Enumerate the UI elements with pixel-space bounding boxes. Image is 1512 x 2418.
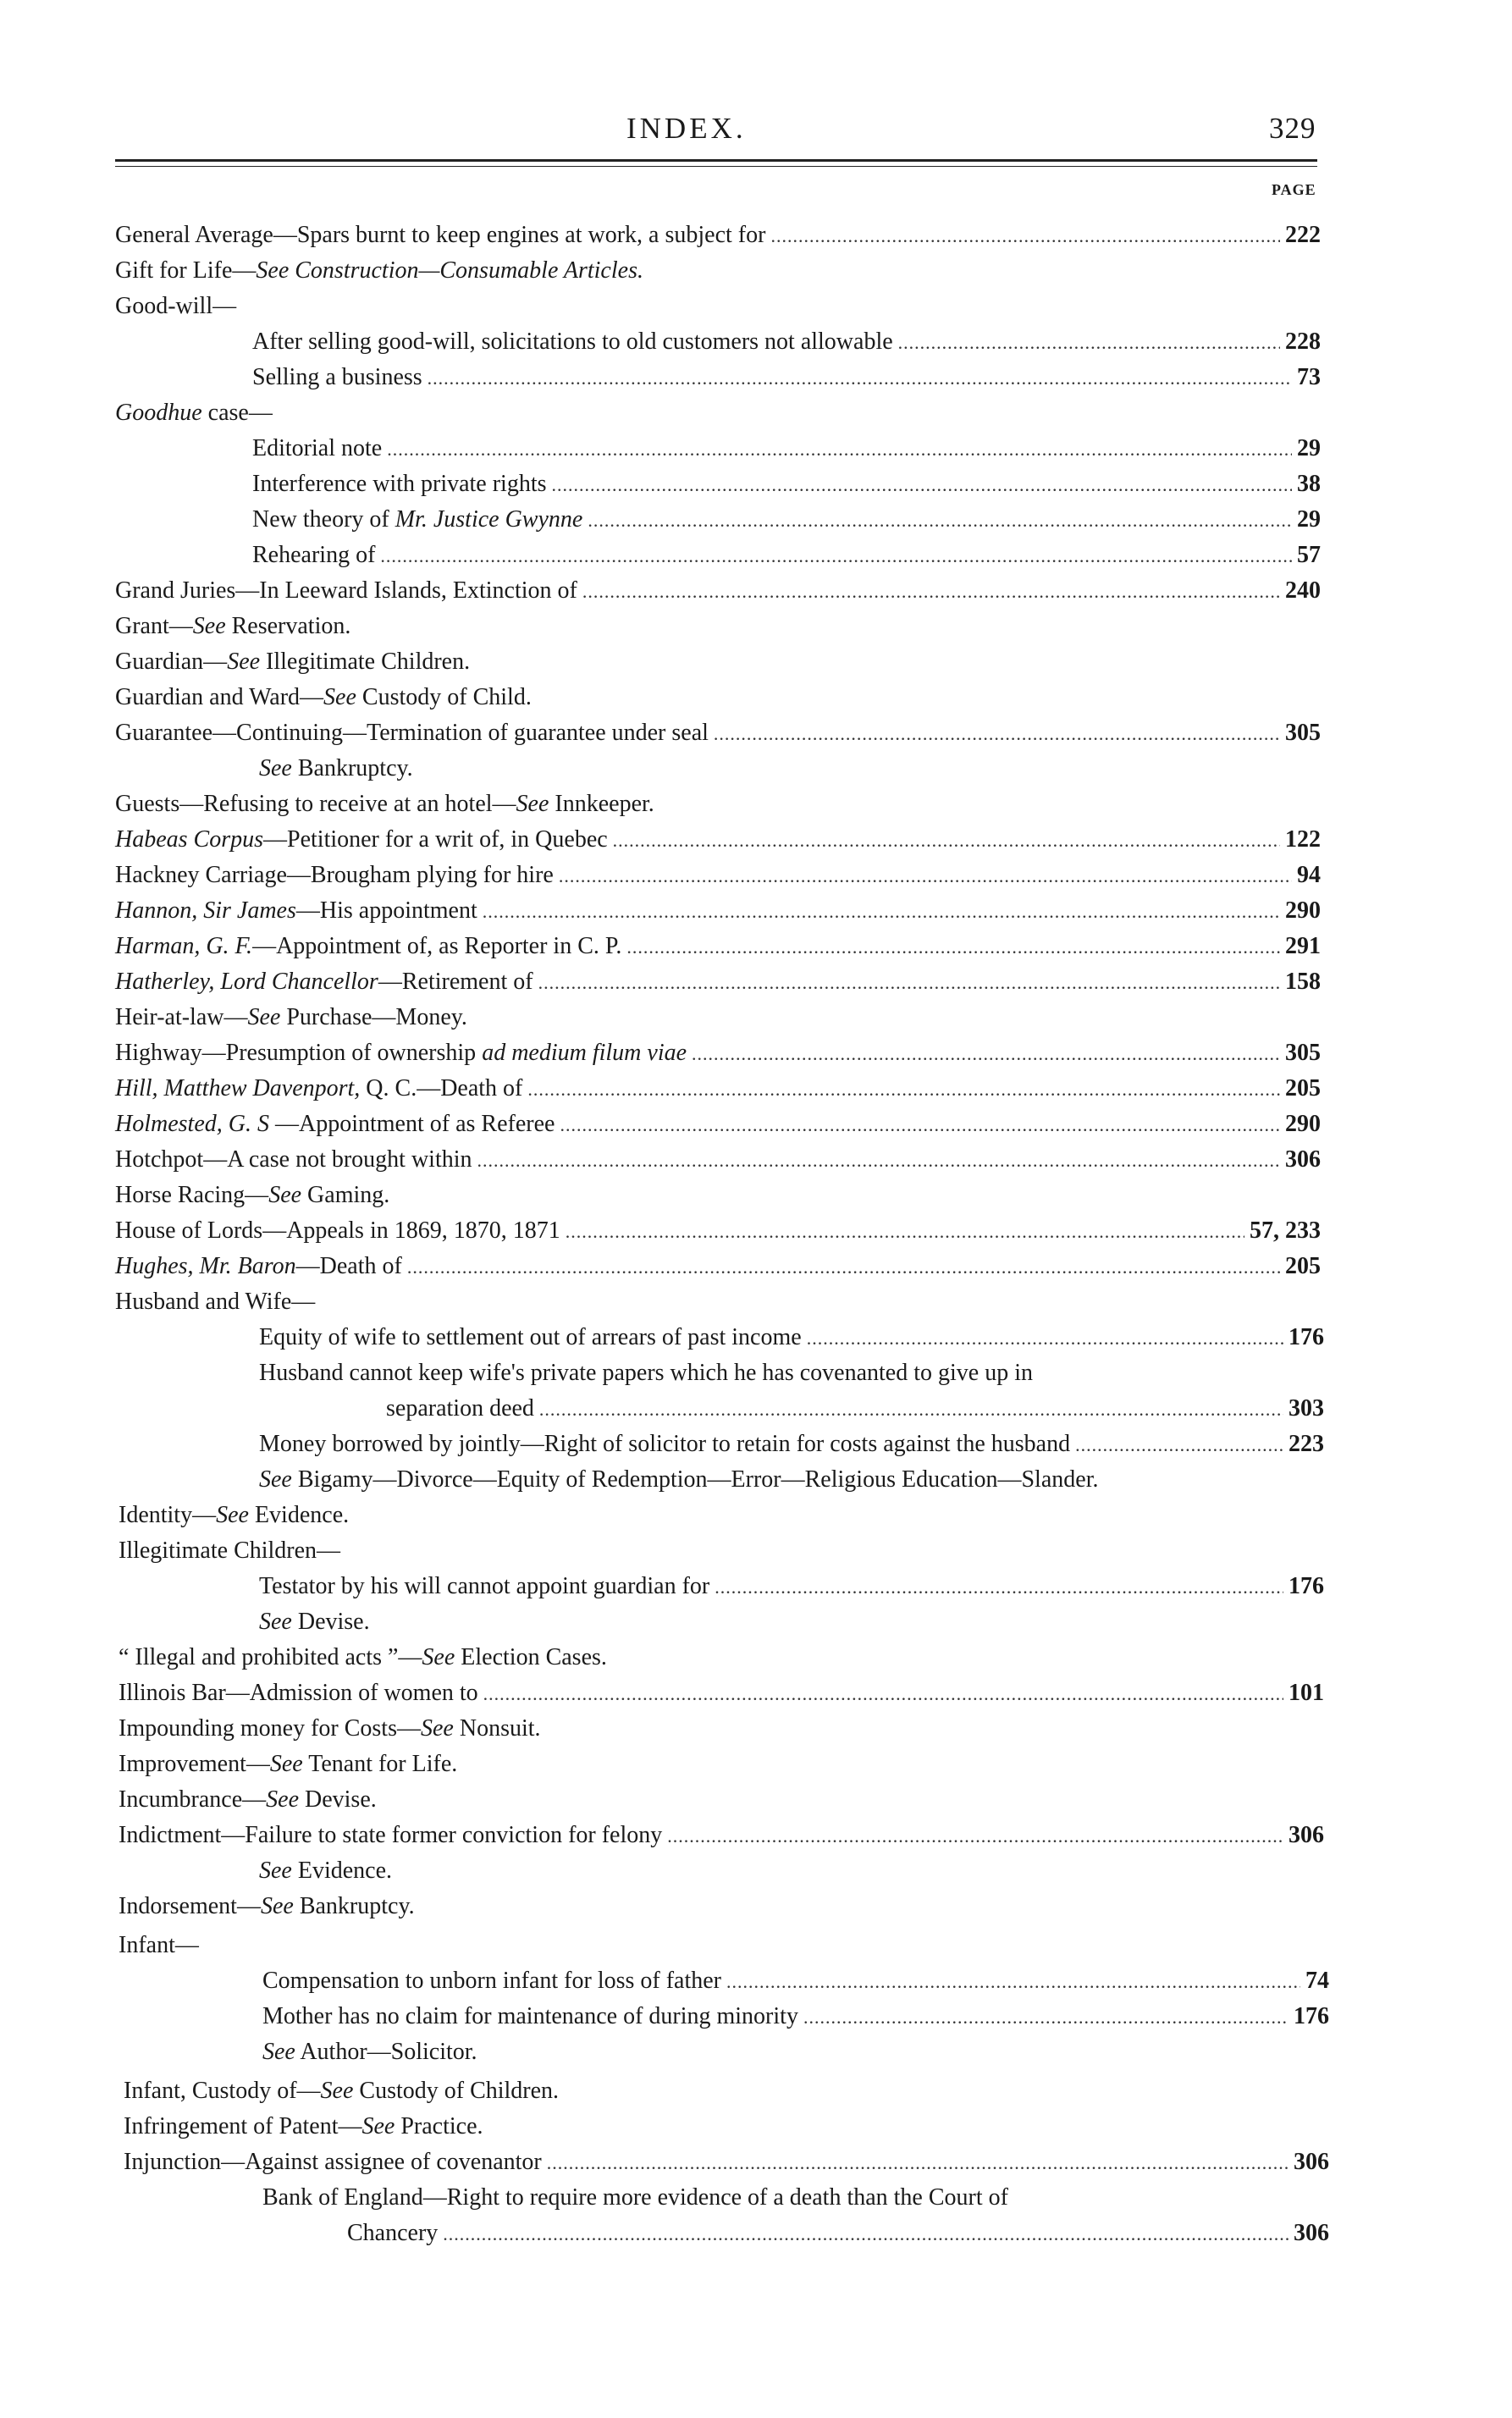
entry-text — [119, 1676, 478, 1710]
entry-text — [119, 1712, 541, 1746]
entry-text-part: Hotchpot—A case not brought within — [115, 1146, 472, 1173]
entry-text-part: Highway—Presumption of ownership — [115, 1040, 483, 1066]
entry-text-part: Infant— — [119, 1932, 199, 1958]
index-entry — [119, 1890, 415, 1924]
leader-dots — [483, 1677, 1283, 1711]
entry-text-part: Bankruptcy. — [293, 1893, 415, 1919]
entry-text-part: General Average—Spars burnt to keep engines at work, a subject for — [115, 222, 766, 248]
entry-text-part: Guardian and Ward— — [115, 684, 324, 710]
index-entry — [252, 432, 1321, 466]
entry-text — [259, 1854, 392, 1888]
entry-page-number: 57, 233 — [1250, 1217, 1321, 1244]
index-entry — [262, 2035, 477, 2069]
entry-page-number: 290 — [1285, 1111, 1321, 1137]
leader-dots — [626, 930, 1280, 964]
entry-text-part: Bankruptcy. — [291, 755, 413, 781]
index-entry — [259, 1427, 1324, 1461]
entry-text — [119, 1783, 377, 1817]
entry-italic-text: See — [422, 1644, 455, 1670]
entry-text-part: Infringement of Patent— — [124, 2113, 362, 2139]
index-entry — [115, 823, 1321, 857]
entry-text-part: Guarantee—Continuing—Termination of guarantee under seal — [115, 720, 709, 746]
entry-text-part: Hackney Carriage—Brougham plying for hire — [115, 862, 554, 888]
entry-text-part: Identity— — [119, 1502, 217, 1528]
page-column-label: PAGE — [1272, 181, 1316, 198]
entry-text-part: Custody of Children. — [353, 2078, 560, 2104]
entry-italic-text: Habeas Corpus — [115, 826, 264, 853]
leader-dots — [380, 539, 1292, 573]
leader-dots — [667, 1819, 1283, 1853]
index-entry — [115, 1107, 1321, 1141]
leader-dots — [566, 1215, 1244, 1249]
leader-dots — [527, 1073, 1280, 1107]
entry-italic-text: Goodhue — [115, 400, 202, 426]
leader-dots — [1075, 1428, 1283, 1462]
entry-text — [119, 1499, 349, 1532]
entry-italic-text: See — [227, 649, 261, 675]
entry-text — [119, 1929, 199, 1963]
entry-text — [262, 1964, 721, 1998]
leader-dots — [770, 219, 1280, 253]
entry-italic-text: See — [216, 1502, 249, 1528]
entry-text-part: —Death of — [295, 1253, 402, 1279]
header-rule — [115, 159, 1317, 162]
entry-text-part: Rehearing of — [252, 542, 376, 568]
index-entry — [115, 858, 1321, 892]
leader-dots — [477, 1144, 1280, 1178]
entry-page-number: 205 — [1285, 1075, 1321, 1101]
entry-text-part: Gaming. — [301, 1182, 390, 1208]
entry-page-number: 222 — [1285, 222, 1321, 248]
entry-italic-text: See — [259, 755, 292, 781]
entry-page-number: 306 — [1285, 1146, 1321, 1173]
index-entry — [115, 1072, 1321, 1106]
entry-italic-text: See — [260, 1893, 294, 1919]
entry-italic-text: Holmested, G. S — [115, 1111, 269, 1137]
entry-text — [119, 1890, 415, 1924]
index-entry — [115, 965, 1321, 999]
leader-dots — [539, 1393, 1283, 1427]
header-rule-thin — [115, 166, 1317, 167]
index-entry — [115, 254, 643, 288]
entry-italic-text: See — [268, 1182, 302, 1208]
entry-text — [115, 290, 236, 323]
index-entry — [119, 1641, 607, 1675]
entry-text-part: Editorial note — [252, 435, 383, 461]
index-entry — [259, 1356, 1033, 1390]
entry-text — [115, 396, 273, 430]
entry-italic-text: See — [361, 2113, 395, 2139]
index-entry — [115, 1214, 1321, 1248]
entry-text — [262, 2181, 1008, 2215]
entry-text — [252, 325, 893, 359]
entry-page-number: 306 — [1289, 1822, 1324, 1848]
index-entry — [119, 1534, 340, 1568]
entry-italic-text: Hatherley, Lord Chancellor — [115, 969, 378, 995]
leader-dots — [559, 859, 1292, 893]
index-entry — [119, 1712, 541, 1746]
entry-page-number: 29 — [1297, 506, 1321, 533]
leader-dots — [552, 468, 1292, 502]
entry-text — [115, 1250, 402, 1284]
entry-text — [115, 1285, 315, 1319]
entry-text-part: Improvement— — [119, 1751, 270, 1777]
entry-text — [252, 361, 422, 395]
entry-text-part: Gift for Life— — [115, 257, 257, 284]
entry-text-part: Incumbrance— — [119, 1786, 267, 1813]
entry-text — [259, 1463, 1098, 1497]
entry-text-part: “ Illegal and prohibited acts ”— — [119, 1644, 422, 1670]
entry-text-part: separation deed — [386, 1395, 534, 1422]
page-title: INDEX. — [626, 112, 747, 145]
entry-text — [252, 467, 547, 501]
entry-text-part: Equity of wife to settlement out of arrears of past income — [259, 1324, 802, 1350]
entry-text — [262, 2000, 798, 2034]
index-entry — [262, 2181, 1008, 2215]
entry-text — [115, 1143, 472, 1177]
entry-text — [115, 645, 470, 679]
entry-text — [259, 752, 413, 786]
index-entry — [259, 752, 413, 786]
entry-text-part: Indictment—Failure to state former conviction for felony — [119, 1822, 663, 1848]
index-entry — [119, 1676, 1324, 1710]
entry-page-number: 38 — [1297, 471, 1321, 497]
index-entry — [119, 1929, 199, 1963]
entry-text — [115, 1107, 555, 1141]
entry-italic-text: Hughes, Mr. Baron — [115, 1253, 296, 1279]
entry-text-part: Compensation to unborn infant for loss of father — [262, 1968, 722, 1994]
leader-dots — [443, 2217, 1289, 2251]
entry-text — [115, 716, 709, 750]
leader-dots — [715, 1571, 1283, 1604]
entry-text — [252, 432, 382, 466]
entry-text-part: House of Lords—Appeals in 1869, 1870, 1871 — [115, 1217, 560, 1244]
index-entry — [252, 467, 1321, 501]
leader-dots — [428, 362, 1292, 395]
entry-page-number: 94 — [1297, 862, 1321, 888]
index-entry — [115, 716, 1321, 750]
entry-text — [252, 538, 375, 572]
entry-italic-text: ad medium filum viae — [482, 1040, 687, 1066]
index-entry — [386, 1392, 1324, 1426]
entry-text-part: Purchase—Money. — [280, 1004, 467, 1030]
entry-italic-text: See — [192, 613, 226, 639]
index-entry — [259, 1605, 370, 1639]
entry-text-part: Illinois Bar—Admission of women to — [119, 1680, 478, 1706]
entry-text-part: Infant, Custody of— — [124, 2078, 321, 2104]
leader-dots — [582, 575, 1280, 609]
index-entry — [124, 2110, 483, 2144]
entry-text-part: Practice. — [395, 2113, 483, 2139]
entry-text-part: Guardian— — [115, 649, 228, 675]
index-entry — [252, 503, 1321, 537]
entry-text — [115, 894, 477, 928]
entry-text — [124, 2110, 483, 2144]
index-entry — [115, 396, 273, 430]
entry-italic-text: Hill, Matthew Davenport, — [115, 1075, 361, 1101]
entry-page-number: 303 — [1289, 1395, 1324, 1422]
entry-text — [115, 574, 577, 608]
entry-text-part: Heir-at-law— — [115, 1004, 248, 1030]
leader-dots — [898, 326, 1280, 360]
entry-text-part: Chancery — [347, 2220, 439, 2246]
entry-text-part: —Appointment of, as Reporter in C. P. — [252, 933, 622, 959]
entry-text — [115, 1036, 687, 1070]
entry-text — [115, 823, 608, 857]
entry-text-part: Reservation. — [225, 613, 351, 639]
entry-italic-text: See — [516, 791, 549, 817]
index-entry — [115, 681, 532, 715]
entry-text-part: Bank of England—Right to require more evidence of a death than the Court of — [262, 2184, 1008, 2211]
entry-page-number: 176 — [1289, 1573, 1324, 1599]
entry-italic-text: See Construction—Consumable Articles. — [256, 257, 643, 284]
index-entry — [115, 574, 1321, 608]
entry-page-number: 240 — [1285, 577, 1321, 604]
index-entry — [115, 1179, 389, 1212]
entry-page-number: 158 — [1285, 969, 1321, 995]
entry-text-part: Money borrowed by jointly—Right of solicitor to retain for costs against the husband — [259, 1431, 1071, 1457]
entry-italic-text: See — [259, 1609, 292, 1635]
entry-text-part: New theory of — [252, 506, 395, 533]
entry-page-number: 291 — [1285, 933, 1321, 959]
entry-text-part: Impounding money for Costs— — [119, 1715, 421, 1742]
entry-text-part: Illegitimate Children. — [260, 649, 471, 675]
entry-text-part: Bigamy—Divorce—Equity of Redemption—Error—Religious Education—Slander. — [291, 1466, 1099, 1493]
entry-text-part: Horse Racing— — [115, 1182, 269, 1208]
entry-text — [115, 610, 350, 643]
index-entry — [259, 1463, 1098, 1497]
entry-text-part: case— — [201, 400, 273, 426]
index-entry — [347, 2216, 1329, 2250]
index-entry — [124, 2074, 559, 2108]
entry-text — [252, 503, 582, 537]
entry-text — [119, 1819, 662, 1852]
index-entry — [119, 1499, 349, 1532]
index-entry — [259, 1854, 392, 1888]
entry-text-part: Grant— — [115, 613, 193, 639]
entry-page-number: 306 — [1294, 2220, 1329, 2246]
index-entry — [119, 1819, 1324, 1852]
entry-text-part: Husband cannot keep wife's private papers which he has covenanted to give up in — [259, 1360, 1033, 1386]
entry-text — [259, 1605, 370, 1639]
entry-italic-text: See — [247, 1004, 281, 1030]
entry-text — [115, 1179, 389, 1212]
entry-text-part: Election Cases. — [455, 1644, 607, 1670]
entry-text-part: Husband and Wife— — [115, 1289, 316, 1315]
entry-text — [347, 2216, 438, 2250]
entry-text-part: Good-will— — [115, 293, 237, 319]
entry-text-part: Indorsement— — [119, 1893, 261, 1919]
entry-text-part: Innkeeper. — [549, 791, 654, 817]
index-entry — [115, 787, 654, 821]
entry-page-number: 306 — [1294, 2149, 1329, 2175]
entry-text — [115, 1072, 522, 1106]
index-entry — [115, 1036, 1321, 1070]
entry-text-part: Interference with private rights — [252, 471, 547, 497]
entry-italic-text: Mr. Justice Gwynne — [395, 506, 583, 533]
entry-text — [115, 254, 643, 288]
entry-text — [115, 858, 554, 892]
entry-text-part: Mother has no claim for maintenance of during minority — [262, 2003, 798, 2029]
entry-page-number: 228 — [1285, 328, 1321, 355]
index-entry — [252, 325, 1321, 359]
entry-italic-text: See — [262, 2039, 295, 2065]
leader-dots — [538, 966, 1280, 1000]
entry-italic-text: Harman, G. F. — [115, 933, 253, 959]
index-entry — [262, 1964, 1329, 1998]
entry-text-part: —Petitioner for a writ of, in Quebec — [263, 826, 608, 853]
entry-text-part: Nonsuit. — [453, 1715, 541, 1742]
index-entry — [115, 218, 1321, 252]
leader-dots — [613, 824, 1280, 858]
entry-page-number: 74 — [1305, 1968, 1329, 1994]
entry-text — [115, 1214, 560, 1248]
entry-text — [119, 1534, 340, 1568]
entry-text-part: After selling good-will, solicitations to old customers not allowable — [252, 328, 893, 355]
index-entry — [115, 1143, 1321, 1177]
leader-dots — [560, 1108, 1280, 1142]
entry-text-part: Illegitimate Children— — [119, 1537, 341, 1564]
entry-text — [124, 2145, 542, 2179]
entry-text — [259, 1356, 1033, 1390]
index-entry — [252, 538, 1321, 572]
entry-text — [259, 1427, 1070, 1461]
leader-dots — [588, 504, 1292, 538]
entry-page-number: 29 — [1297, 435, 1321, 461]
index-entry — [115, 645, 470, 679]
entry-text-part: —His appointment — [295, 897, 477, 924]
entry-text-part: Tenant for Life. — [302, 1751, 458, 1777]
entry-page-number: 205 — [1285, 1253, 1321, 1279]
entry-italic-text: See — [259, 1858, 292, 1884]
entry-text-part: Evidence. — [291, 1858, 393, 1884]
leader-dots — [387, 433, 1292, 466]
index-entry — [119, 1747, 457, 1781]
entry-page-number: 176 — [1289, 1324, 1324, 1350]
index-entry — [262, 2000, 1329, 2034]
entry-page-number: 223 — [1289, 1431, 1324, 1457]
index-entry — [115, 930, 1321, 963]
entry-text — [259, 1570, 709, 1604]
entry-page-number: 176 — [1294, 2003, 1329, 2029]
entry-text-part: Devise. — [291, 1609, 370, 1635]
entry-text — [124, 2074, 559, 2108]
entry-page-number: 305 — [1285, 1040, 1321, 1066]
entry-text — [115, 1001, 467, 1035]
entry-text-part: Selling a business — [252, 364, 422, 390]
entry-text — [115, 930, 621, 963]
index-entry — [115, 1001, 467, 1035]
index-entry — [259, 1321, 1324, 1355]
leader-dots — [407, 1250, 1280, 1284]
index-entry — [252, 361, 1321, 395]
entry-text-part: Evidence. — [248, 1502, 350, 1528]
entry-page-number: 73 — [1297, 364, 1321, 390]
index-entry — [115, 894, 1321, 928]
entry-text — [262, 2035, 477, 2069]
leader-dots — [714, 717, 1280, 751]
entry-text-part: Grand Juries—In Leeward Islands, Extinction of — [115, 577, 577, 604]
index-entry — [119, 1783, 377, 1817]
entry-page-number: 122 — [1285, 826, 1321, 853]
index-entry — [124, 2145, 1329, 2179]
index-entry — [115, 610, 350, 643]
entry-page-number: 290 — [1285, 897, 1321, 924]
entry-page-number: 101 — [1289, 1680, 1324, 1706]
entry-text-part: Q. C.—Death of — [360, 1075, 523, 1101]
entry-text — [386, 1392, 534, 1426]
entry-page-number: 57 — [1297, 542, 1321, 568]
entry-italic-text: See — [266, 1786, 299, 1813]
entry-text — [115, 965, 533, 999]
entry-italic-text: See — [320, 2078, 354, 2104]
entry-text-part: Injunction—Against assignee of covenantor — [124, 2149, 542, 2175]
entry-italic-text: See — [269, 1751, 303, 1777]
entry-text — [115, 681, 532, 715]
leader-dots — [547, 2146, 1289, 2180]
entry-italic-text: See — [259, 1466, 292, 1493]
leader-dots — [483, 895, 1280, 929]
entry-text-part: Guests—Refusing to receive at an hotel— — [115, 791, 516, 817]
entry-text-part: —Appointment of as Referee — [268, 1111, 555, 1137]
leader-dots — [692, 1037, 1280, 1071]
entry-text-part: —Retirement of — [378, 969, 533, 995]
entry-text — [119, 1641, 607, 1675]
entry-text-part: Testator by his will cannot appoint guardian for — [259, 1573, 710, 1599]
entry-italic-text: See — [421, 1715, 454, 1742]
entry-italic-text: See — [323, 684, 356, 710]
leader-dots — [803, 2001, 1289, 2034]
entry-italic-text: Hannon, Sir James — [115, 897, 296, 924]
leader-dots — [726, 1965, 1300, 1999]
index-entry — [115, 1285, 315, 1319]
page-number: 329 — [1269, 112, 1316, 145]
entry-text — [259, 1321, 802, 1355]
entry-text — [115, 787, 654, 821]
entry-text — [115, 218, 765, 252]
index-entry — [115, 290, 236, 323]
entry-page-number: 305 — [1285, 720, 1321, 746]
index-entry — [115, 1250, 1321, 1284]
entry-text — [119, 1747, 457, 1781]
index-entry — [259, 1570, 1324, 1604]
leader-dots — [807, 1322, 1283, 1355]
entry-text-part: Devise. — [299, 1786, 377, 1813]
entry-text-part: Custody of Child. — [356, 684, 532, 710]
entry-text-part: Author—Solicitor. — [295, 2039, 477, 2065]
